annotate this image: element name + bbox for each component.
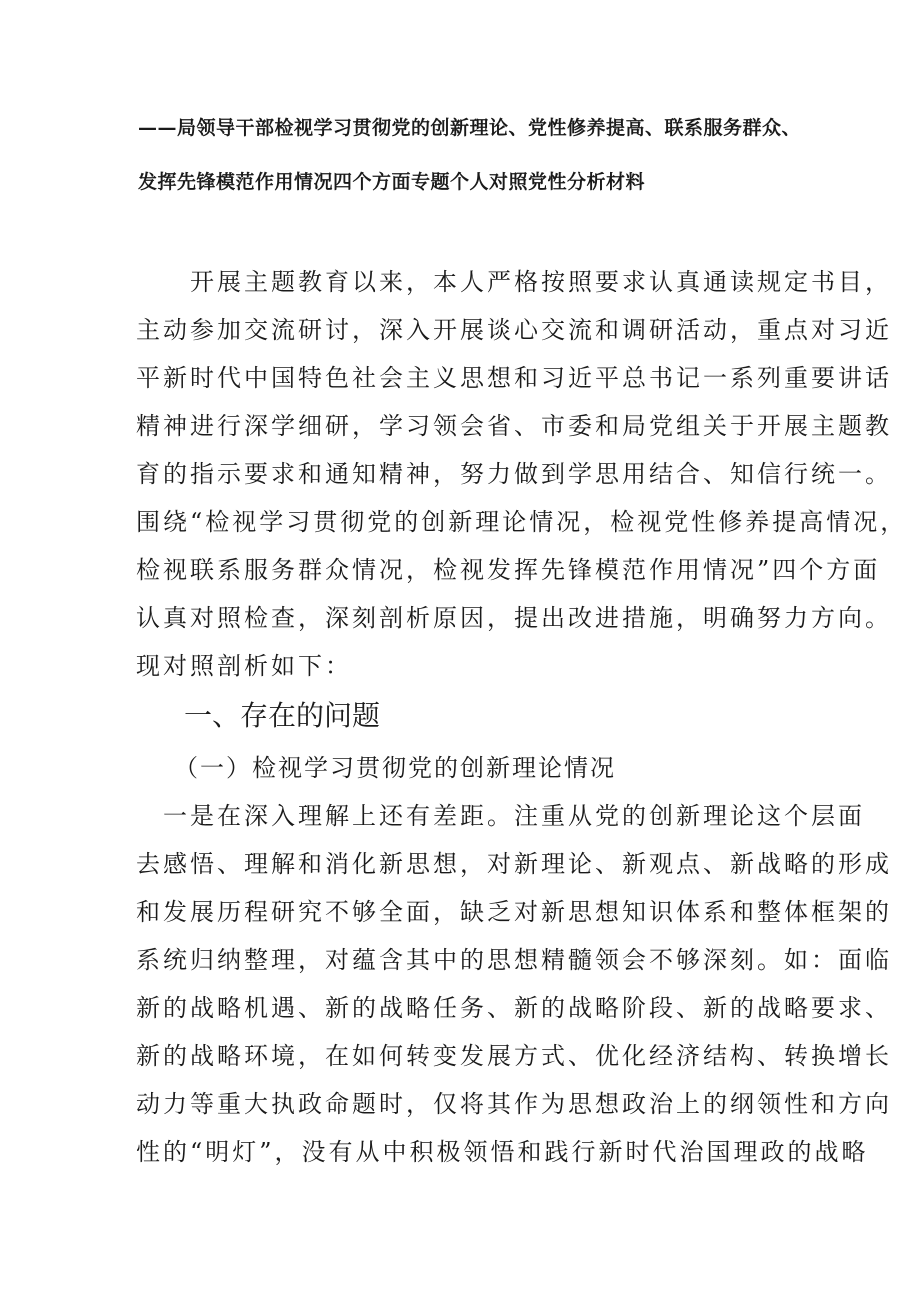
section-heading: 一、存在的问题 [184, 699, 381, 732]
text-line: 检视联系服务群众情况，检视发挥先锋模范作用情况”四个方面 [136, 556, 881, 584]
text-line: 去感悟、理解和消化新思想，对新理论、新观点、新战略的形成 [136, 850, 892, 878]
text-line: 动力等重大执政命题时，仅将其作为思想政治上的纲领性和方向 [136, 1090, 892, 1118]
subsection-heading: （一）检视学习贯彻党的创新理论情况 [174, 754, 616, 782]
text-line: 平新时代中国特色社会主义思想和习近平总书记一系列重要讲话 [136, 364, 892, 392]
text-line: 现对照剖析如下： [136, 652, 352, 680]
text-line: 一是在深入理解上还有差距。注重从党的创新理论这个层面 [136, 802, 865, 830]
text-line: 开展主题教育以来，本人严格按照要求认真通读规定书目， [136, 268, 892, 296]
text-line: 和发展历程研究不够全面，缺乏对新思想知识体系和整体框架的 [136, 898, 892, 926]
text-line: 育的指示要求和通知精神，努力做到学思用结合、知信行统一。 [136, 460, 892, 488]
body-paragraph [136, 792, 892, 1176]
text-line: 新的战略环境，在如何转变发展方式、优化经济结构、转换增长 [136, 1042, 892, 1070]
subtitle-line-1: ——局领导干部检视学习贯彻党的创新理论、党性修养提高、联系服务群众、 [138, 117, 802, 139]
text-line: 性的“明灯”，没有从中积极领悟和践行新时代治国理政的战略 [136, 1138, 869, 1166]
text-line: 系统归纳整理，对蕴含其中的思想精髓领会不够深刻。如：面临 [136, 946, 892, 974]
text-line: 围绕“检视学习贯彻党的创新理论情况，检视党性修养提高情况， [136, 508, 908, 536]
text-line: 认真对照检查，深刻剖析原因，提出改进措施，明确努力方向。 [136, 604, 892, 632]
text-line: 精神进行深学细研，学习领会省、市委和局党组关于开展主题教 [136, 412, 892, 440]
subtitle-line-2: 发挥先锋模范作用情况四个方面专题个人对照党性分析材料 [138, 171, 646, 193]
text-line: 新的战略机遇、新的战略任务、新的战略阶段、新的战略要求、 [136, 994, 892, 1022]
text-line: 主动参加交流研讨，深入开展谈心交流和调研活动，重点对习近 [136, 316, 892, 344]
intro-paragraph [136, 258, 908, 690]
